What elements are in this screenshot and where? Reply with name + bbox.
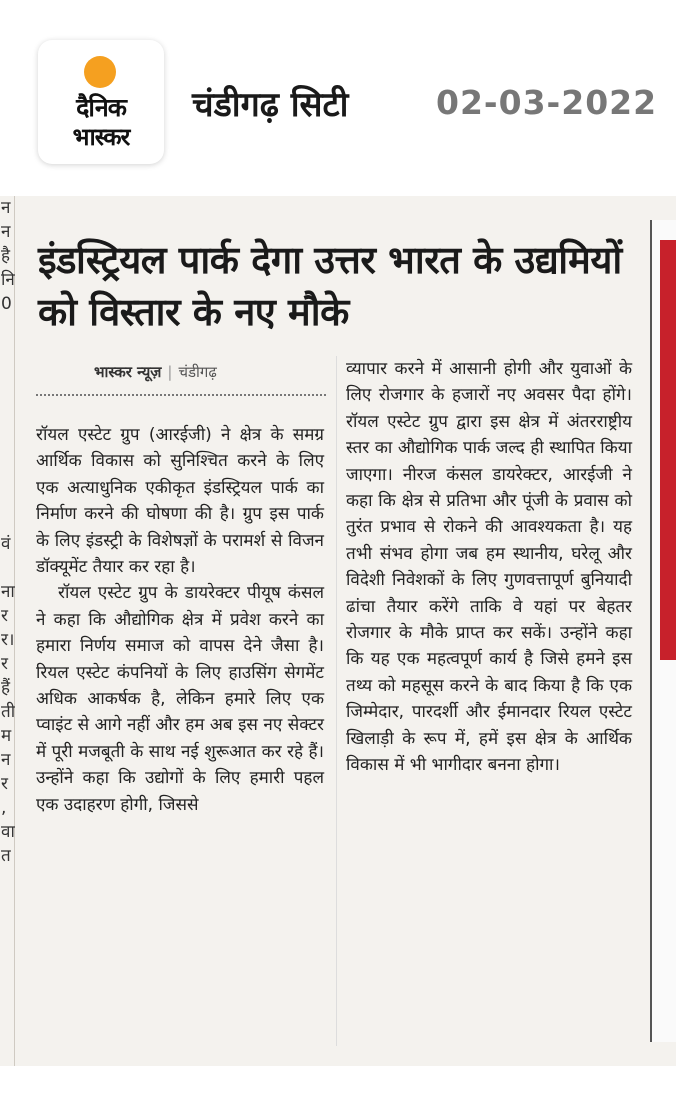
edge-fragment [0, 556, 15, 580]
article-byline [94, 362, 217, 382]
edge-fragment: न [1, 198, 11, 218]
edge-fragment [0, 460, 15, 484]
byline-separator: | [167, 363, 173, 381]
edge-fragment: वा [1, 822, 15, 842]
red-ad-strip [660, 240, 676, 660]
edge-fragment: ती [1, 702, 15, 722]
article-column-1 [36, 422, 324, 818]
article-headline: इंडस्ट्रियल पार्क देगा उत्तर भारत के उद्यमियों को विस्तार के नए मौके [38, 238, 622, 334]
edge-fragment: ना [1, 582, 15, 602]
edge-fragment [0, 364, 15, 388]
logo-text-line1: दैनिक [76, 93, 126, 122]
edge-fragment [0, 484, 15, 508]
right-adjacent-column [650, 220, 676, 1042]
edge-fragment: र [1, 774, 8, 794]
article-column-2 [346, 356, 632, 779]
edge-fragment [0, 388, 15, 412]
edge-fragment: न [1, 222, 11, 242]
edge-fragment: म [1, 726, 12, 746]
paragraph-1: रॉयल एस्टेट ग्रुप (आरईजी) ने क्षेत्र के समग्र आर्थिक विकास को सुनिश्चित करने के लिए एक अत्याधुनिक एकीकृत इंडस्ट्रियल पार्क का निर्माण करने की घोषणा की है। ग्रुप इस पार्क के लिए इंडस्ट्री के विशेषज्ञों के परामर्श से विजन डॉक्यूमेंट तैयार कर रहा है। [36, 425, 325, 578]
edge-fragment [0, 412, 15, 436]
edge-fragment: र [1, 654, 8, 674]
publication-date: 02-03-2022 [436, 83, 658, 122]
edge-fragment: न [1, 750, 11, 770]
byline-agency: भास्कर न्यूज़ [94, 363, 162, 381]
column-divider [336, 356, 337, 1046]
edge-fragment [0, 436, 15, 460]
edge-fragment [0, 508, 15, 532]
sun-dot-icon [84, 56, 116, 88]
edge-fragment: नि [1, 270, 15, 290]
byline-city: चंडीगढ़ [178, 363, 217, 381]
edge-fragment: , [1, 798, 7, 818]
edge-fragment: हैं [1, 678, 11, 698]
edge-fragment: र। [1, 630, 15, 650]
edge-fragment: र [1, 606, 8, 626]
edge-fragment: वं [1, 534, 11, 554]
paragraph-2: रॉयल एस्टेट ग्रुप के डायरेक्टर पीयूष कंसल ने कहा कि औद्योगिक क्षेत्र में प्रवेश करने का हमारा निर्णय समाज को वापस देने जैसा है। रियल एस्टेट कंपनियों के लिए हाउसिंग सेगमेंट अधिक आकर्षक है, लेकिन हमारे लिए एक प्वाइंट से आगे नहीं और हम अब इस नए सेक्टर में पूरी मजबूती के साथ नई शुरूआत कर रहे हैं। उन्होंने कहा कि उद्योगों के लिए हमारी पहल एक उदाहरण होगी, जिससे [36, 583, 324, 815]
logo-text-line2: भास्कर [72, 123, 130, 151]
newspaper-clipping [0, 196, 676, 1066]
edition-name: चंडीगढ़ सिटी [192, 85, 349, 125]
dotted-divider [36, 394, 326, 396]
edge-fragment: त [1, 846, 11, 866]
edge-fragment: है [1, 246, 11, 266]
dainik-bhaskar-logo [38, 40, 164, 164]
edge-fragment [0, 340, 15, 364]
edge-fragment [0, 316, 15, 340]
paragraph-3: व्यापार करने में आसानी होगी और युवाओं के लिए रोजगार के हजारों नए अवसर पैदा होंगे। रॉयल एस्टेट ग्रुप द्वारा इस क्षेत्र में अंतरराष्ट्रीय स्तर का औद्योगिक पार्क जल्द ही स्थापित किया जाएगा। नीरज कंसल डायरेक्टर, आरईजी ने कहा कि क्षेत्र से प्रतिभा और पूंजी के प्रवास को तुरंत प्रभाव से रोकने की आवश्यकता है। यह तभी संभव होगा जब हम स्थानीय, घरेलू और विदेशी निवेशकों के लिए गुणवत्तापूर्ण बुनियादी ढांचा तैयार करेंगे ताकि वे यहां पर बेहतर रोजगार के मौके प्राप्त कर सकें। उन्होंने कहा कि यह एक महत्वपूर्ण कार्य है जिसे हमने इस तथ्य को महसूस करने के बाद किया है कि एक जिम्मेदार, पारदर्शी और ईमानदार रियल एस्टेट खिलाड़ी के रूप में, हमें इस क्षेत्र के आर्थिक विकास में भी भागीदार बनना होगा। [346, 359, 632, 776]
edge-fragment: 0 [1, 294, 12, 314]
left-column-edge [0, 196, 15, 1066]
